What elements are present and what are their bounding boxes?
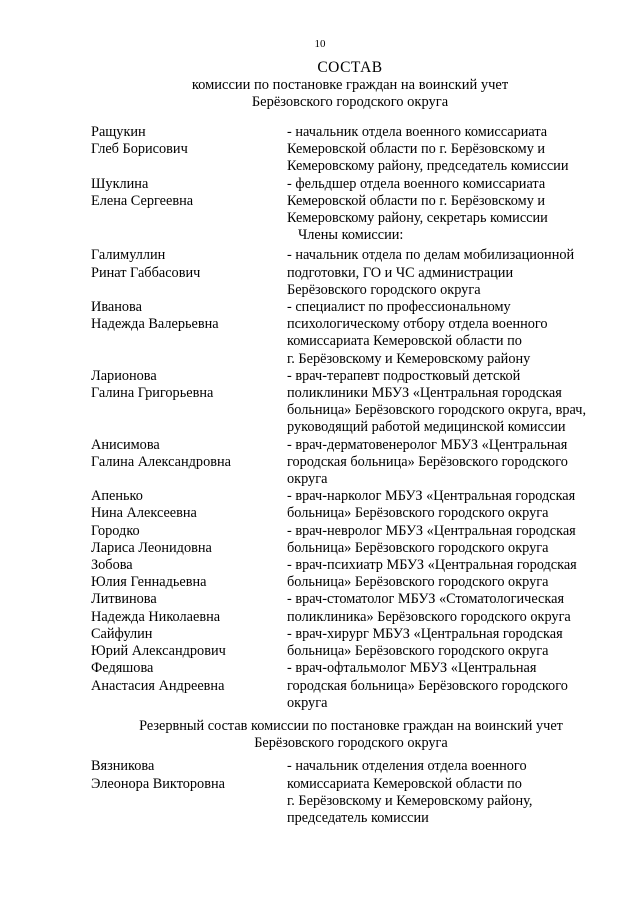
page-number: 10 — [314, 38, 326, 50]
member-role: - врач-хирург МБУЗ «Центральная городская больница» Берёзовского городского округа — [287, 625, 563, 660]
member-role: - врач-терапевт подростковый детской поликлиники МБУЗ «Центральная городская больница» Берёзовского городского округа, врач, руководящий работой медицинской комиссии — [287, 367, 587, 436]
document-title — [70, 58, 630, 111]
member-name: Федяшова Анастасия Андреевна — [91, 660, 225, 694]
member-entry — [91, 523, 611, 557]
members-heading: Члены комиссии: — [298, 227, 404, 244]
member-role: - врач-стоматолог МБУЗ «Стоматологическая поликлиника» Берёзовского городского округа — [287, 591, 571, 625]
title-main: СОСТАВ — [317, 59, 383, 76]
member-entry — [91, 124, 611, 176]
member-entry — [91, 247, 611, 299]
reserve-heading: Резервный состав комиссии по постановке граждан на воинский учет Берёзовского городского округа — [139, 717, 563, 752]
title-line-2: Берёзовского городского округа — [251, 94, 449, 110]
member-role: - начальник отдела военного комиссариата Кемеровской области по г. Берёзовскому и Кемеровскому району, председатель комиссии — [287, 124, 569, 175]
title-line-1: комиссии по постановке граждан на воинский учет — [191, 77, 509, 93]
member-name: Апенько Нина Алексеевна — [91, 488, 197, 522]
member-role: - врач-психиатр МБУЗ «Центральная городская больница» Берёзовского городского округа — [287, 557, 577, 591]
member-entry — [91, 557, 611, 591]
member-role: - врач-невролог МБУЗ «Центральная городская больница» Берёзовского городского округа — [287, 522, 576, 556]
member-entry — [91, 626, 611, 660]
leadership-list — [91, 124, 611, 227]
member-name: Городко Лариса Леонидовна — [91, 522, 212, 556]
reserve-list — [91, 758, 611, 827]
commission-roster — [91, 124, 611, 827]
member-entry — [91, 437, 611, 489]
member-role: - фельдшер отдела военного комиссариата Кемеровской области по г. Берёзовскому и Кемеровскому району, секретарь комиссии — [287, 175, 548, 227]
member-entry — [91, 591, 611, 625]
member-role: - начальник отделения отдела военного комиссариата Кемеровской области по г. Берёзовскому и Кемеровскому району, председатель комиссии — [287, 758, 533, 826]
member-name: Зобова Юлия Геннадьевна — [91, 557, 207, 591]
member-role: - специалист по профессиональному психологическому отбору отдела военного комиссариата Кемеровской области по г. Берёзовскому и Кемеровскому району — [287, 299, 548, 367]
member-entry — [91, 176, 611, 228]
member-role: - врач-нарколог МБУЗ «Центральная городская больница» Берёзовского городского округа — [287, 488, 576, 522]
member-name: Ларионова Галина Григорьевна — [91, 367, 214, 402]
member-name: Галимуллин Ринат Габбасович — [91, 247, 201, 281]
member-entry — [91, 299, 611, 368]
member-entry — [91, 368, 611, 437]
member-name: Литвинова Надежда Николаевна — [91, 591, 221, 625]
member-role: - врач-офтальмолог МБУЗ «Центральная городская больница» Берёзовского городского округа — [287, 660, 568, 711]
member-name: Ращукин Глеб Борисович — [91, 124, 188, 158]
member-entry — [91, 660, 611, 712]
member-name: Шуклина Елена Сергеевна — [91, 175, 194, 209]
member-name: Иванова Надежда Валерьевна — [91, 299, 219, 333]
member-entry — [91, 758, 611, 827]
member-role: - начальник отдела по делам мобилизационной подготовки, ГО и ЧС администрации Берёзовского городского округа — [287, 247, 575, 298]
members-list — [91, 247, 611, 711]
member-name: Анисимова Галина Александровна — [91, 436, 231, 470]
member-entry — [91, 488, 611, 522]
member-name: Вязникова Элеонора Викторовна — [91, 758, 225, 792]
member-name: Сайфулин Юрий Александрович — [91, 625, 226, 660]
member-role: - врач-дерматовенеролог МБУЗ «Центральная городская больница» Берёзовского городского округа — [287, 436, 568, 488]
